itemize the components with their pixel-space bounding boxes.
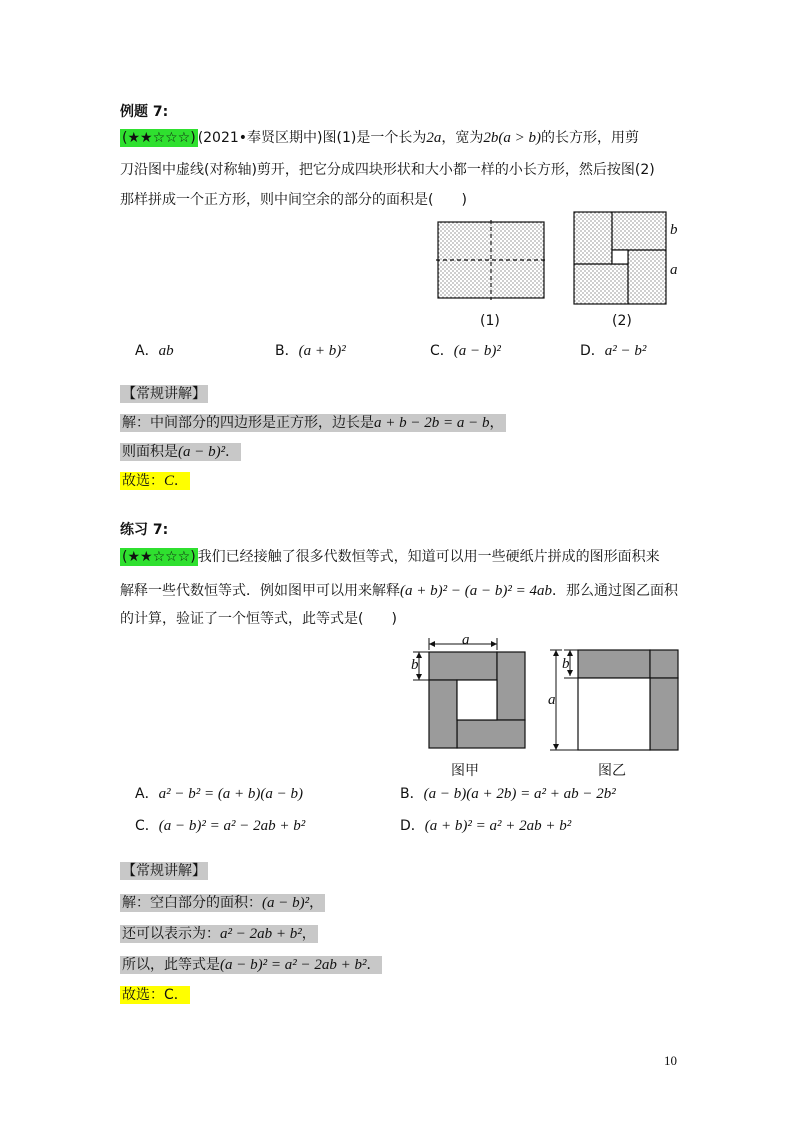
figure-1-caption: (1) bbox=[480, 313, 500, 329]
example-line-3: 那样拼成一个正方形，则中间空余的部分的面积是( ) bbox=[120, 192, 467, 208]
figure-2-label-a: a bbox=[670, 262, 678, 278]
option-d: D．a² − b² bbox=[580, 343, 647, 359]
example-line-1: (★★☆☆☆) (2021•奉贤区期中)图(1)是一个长为2a，宽为2b(a > b)的长方形，用剪 bbox=[122, 130, 639, 146]
explain-2-answer: 故选：C． bbox=[122, 987, 188, 1003]
example-title: 例题 7: bbox=[120, 104, 169, 120]
practice-option-b: B．(a − b)(a + 2b) = a² + ab − 2b² bbox=[400, 786, 616, 802]
practice-line-1: (★★☆☆☆) 我们已经接触了很多代数恒等式，知道可以用一些硬纸片拼成的图形面积来 bbox=[122, 549, 660, 565]
option-a: A．ab bbox=[135, 343, 174, 359]
difficulty-stars: (★★☆☆☆) bbox=[122, 130, 196, 146]
practice-title: 练习 7: bbox=[120, 522, 169, 538]
explain-2-title: 【常规讲解】 bbox=[122, 863, 206, 879]
figure-yi-caption: 图乙 bbox=[598, 763, 626, 779]
explain-2-line-2: 还可以表示为：a² − 2ab + b²， bbox=[122, 926, 316, 942]
practice-line-2: 解释一些代数恒等式．例如图甲可以用来解释(a + b)² − (a − b)² = 4ab．那么通过图乙面积 bbox=[120, 583, 678, 599]
option-b: B．(a + b)² bbox=[275, 343, 346, 359]
practice-option-d: D．(a + b)² = a² + 2ab + b² bbox=[400, 818, 572, 834]
figure-yi-label-a: a bbox=[548, 692, 556, 708]
explain-2-line-1: 解：空白部分的面积：(a − b)²， bbox=[122, 895, 324, 911]
explain-1-line-2: 则面积是(a − b)²． bbox=[122, 444, 240, 460]
difficulty-stars-practice: (★★☆☆☆) bbox=[122, 549, 196, 565]
figure-2-caption: (2) bbox=[612, 313, 632, 329]
practice-line-3: 的计算，验证了一个恒等式，此等式是( ) bbox=[120, 611, 397, 627]
explain-1-title: 【常规讲解】 bbox=[122, 386, 206, 402]
explain-1-line-1: 解：中间部分的四边形是正方形，边长是a + b − 2b = a − b， bbox=[122, 415, 504, 431]
practice-option-c: C．(a − b)² = a² − 2ab + b² bbox=[135, 818, 306, 834]
figure-jia bbox=[405, 632, 535, 754]
figure-jia-label-b: b bbox=[411, 657, 419, 673]
figure-jia-label-a: a bbox=[462, 632, 470, 648]
explain-1-answer: 故选：C． bbox=[122, 473, 189, 489]
explain-2-line-3: 所以，此等式是(a − b)² = a² − 2ab + b²． bbox=[122, 957, 381, 973]
figure-2-label-b: b bbox=[670, 222, 678, 238]
figure-yi-label-b: b bbox=[562, 656, 570, 672]
option-c: C．(a − b)² bbox=[430, 343, 501, 359]
example-line-2: 刀沿图中虚线(对称轴)剪开，把它分成四块形状和大小都一样的小长方形，然后按图(2) bbox=[120, 162, 655, 178]
figure-jia-caption: 图甲 bbox=[451, 763, 479, 779]
page-number: 10 bbox=[664, 1053, 677, 1068]
practice-option-a: A．a² − b² = (a + b)(a − b) bbox=[135, 786, 304, 802]
figure-1-rectangle bbox=[432, 214, 552, 304]
